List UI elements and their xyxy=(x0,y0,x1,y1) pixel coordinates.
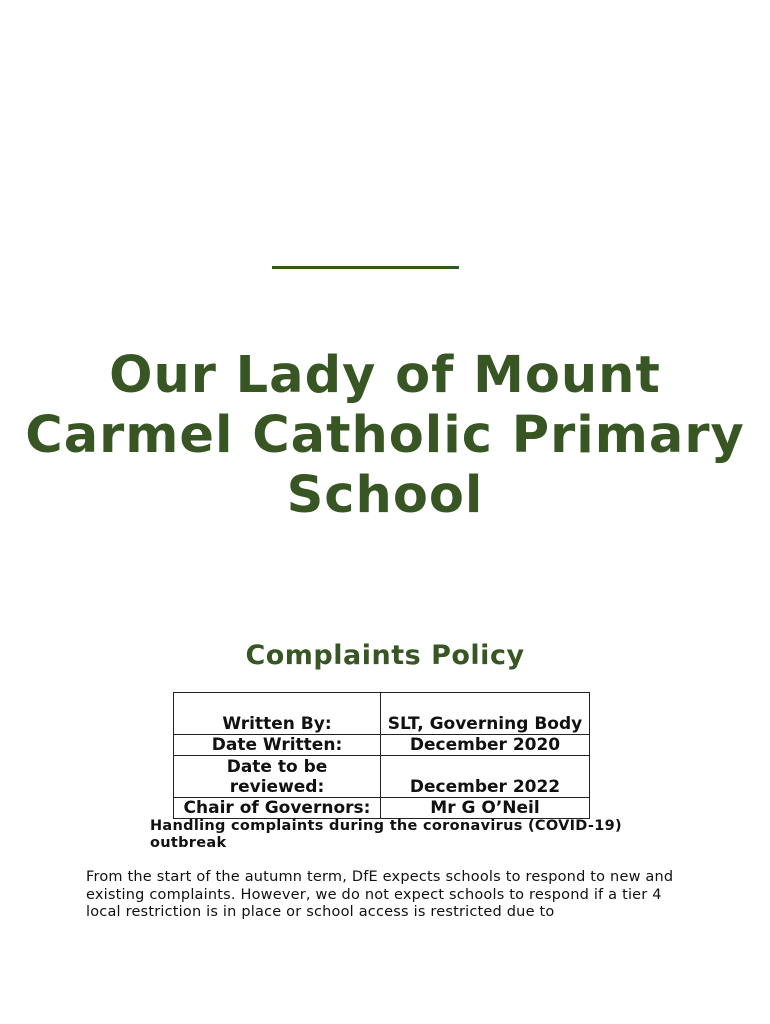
table-label-cell: Date Written: xyxy=(174,735,381,756)
table-label-cell: Written By: xyxy=(174,693,381,735)
table-value-cell: December 2022 xyxy=(381,756,590,798)
decorative-rule xyxy=(272,266,459,269)
section-heading: Handling complaints during the coronavirus (COVID-19) outbreak xyxy=(150,818,622,851)
table-row xyxy=(174,735,590,756)
table-row xyxy=(174,693,590,735)
table-value-cell: Mr G O’Neil xyxy=(381,798,590,819)
table-row xyxy=(174,798,590,819)
school-name-title: Our Lady of Mount Carmel Catholic Primary School xyxy=(25,346,745,525)
table-label-cell: Chair of Governors: xyxy=(174,798,381,819)
policy-info-table xyxy=(173,692,590,819)
table-value-cell: SLT, Governing Body xyxy=(381,693,590,735)
table-label-cell: Date to be reviewed: xyxy=(174,756,381,798)
policy-title: Complaints Policy xyxy=(245,640,525,671)
table-row xyxy=(174,756,590,798)
table-value-cell: December 2020 xyxy=(381,735,590,756)
body-paragraph: From the start of the autumn term, DfE expects schools to respond to new and existing complaints. However, we do not expect schools to respond if a tier 4 local restriction is in place or school access is restricted due to xyxy=(86,869,674,920)
